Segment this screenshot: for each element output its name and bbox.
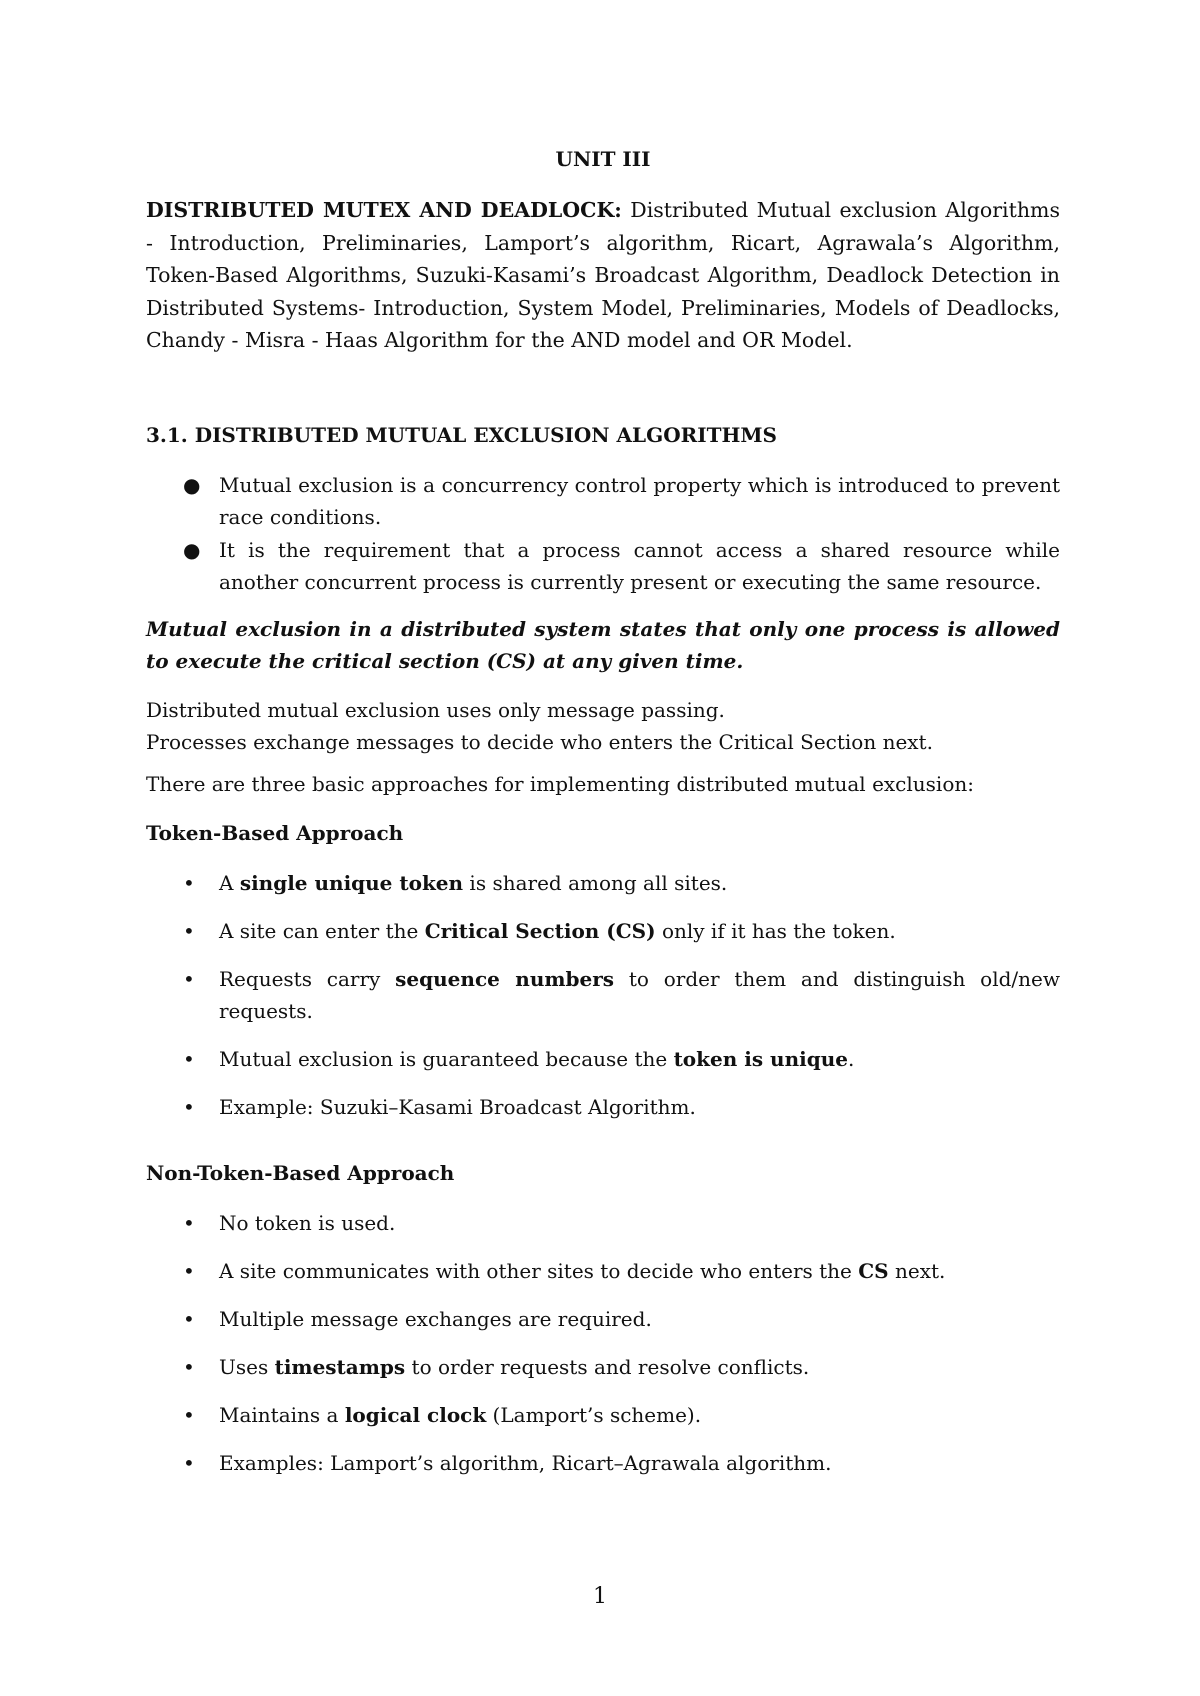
non-token-based-list (146, 1207, 1060, 1495)
bullet-icon: • (183, 919, 195, 943)
bullet-icon: • (183, 1047, 195, 1071)
bullet-icon: • (183, 1095, 195, 1119)
list-item: • Example: Suzuki–Kasami Broadcast Algorithm. (146, 1091, 1060, 1123)
bullet-icon: • (183, 1451, 195, 1475)
list-item-text: Mutual exclusion is a concurrency control property which is introduced to prevent race conditions. (219, 473, 1060, 529)
section-title: 3.1. DISTRIBUTED MUTUAL EXCLUSION ALGORITHMS (146, 423, 777, 447)
list-item: • Requests carry sequence numbers to order them and distinguish old/new requests. (146, 963, 1060, 1027)
list-item: • Examples: Lamport’s algorithm, Ricart–Agrawala algorithm. (146, 1447, 1060, 1479)
token-based-list (146, 867, 1060, 1139)
unit-title: UNIT III (555, 147, 651, 171)
list-item: • A single unique token is shared among all sites. (146, 867, 1060, 899)
list-item: • Mutual exclusion is guaranteed because the token is unique. (146, 1043, 1060, 1075)
bullet-icon: • (183, 1403, 195, 1427)
syllabus-text: Distributed Mutual exclusion Algorithms - Introduction, Preliminaries, Lamport’s algorithm, Ricart, Agrawala’s Algorithm, Token-Based Algorithms, Suzuki-Kasami’s Broadcast Algorithm, Deadlock Detection in Distributed Systems- Introduction, System Model, Preliminaries, Models of Deadlocks, Chandy - Misra - Haas Algorithm for the AND model and OR Model. (146, 198, 1060, 352)
page-number: 1 (593, 1584, 607, 1609)
syllabus-heading: DISTRIBUTED MUTEX AND DEADLOCK: (146, 198, 622, 222)
list-item (146, 534, 1060, 598)
bullet-icon: ● (183, 538, 201, 562)
bullet-icon: • (183, 1259, 195, 1283)
bullet-icon: ● (183, 473, 201, 497)
bullet-icon: • (183, 1211, 195, 1235)
bullet-icon: • (183, 967, 195, 991)
bullet-icon: • (183, 871, 195, 895)
list-item: • Multiple message exchanges are required. (146, 1303, 1060, 1335)
list-item: • A site communicates with other sites to decide who enters the CS next. (146, 1255, 1060, 1287)
definition-emphasis: Mutual exclusion in a distributed system states that only one process is allowed to execute the critical section (CS) at any given time. (146, 617, 1060, 673)
list-item: • Maintains a logical clock (Lamport’s scheme). (146, 1399, 1060, 1431)
message-passing-paragraph (146, 694, 1060, 758)
list-item: • A site can enter the Critical Section (CS) only if it has the token. (146, 915, 1060, 947)
approaches-intro: There are three basic approaches for implementing distributed mutual exclusion: (146, 772, 974, 796)
intro-bullet-list (146, 469, 1060, 599)
token-based-title: Token-Based Approach (146, 821, 404, 845)
list-item-text: It is the requirement that a process cannot access a shared resource while another concurrent process is currently present or executing the same resource. (219, 538, 1060, 594)
unit-syllabus-paragraph (146, 194, 1060, 357)
bullet-icon: • (183, 1355, 195, 1379)
bullet-icon: • (183, 1307, 195, 1331)
list-item: • Uses timestamps to order requests and resolve conflicts. (146, 1351, 1060, 1383)
list-item: • No token is used. (146, 1207, 1060, 1239)
list-item (146, 469, 1060, 533)
paragraph-line: Processes exchange messages to decide who enters the Critical Section next. (146, 730, 933, 754)
paragraph-line: Distributed mutual exclusion uses only message passing. (146, 698, 725, 722)
non-token-based-title: Non-Token-Based Approach (146, 1161, 455, 1185)
